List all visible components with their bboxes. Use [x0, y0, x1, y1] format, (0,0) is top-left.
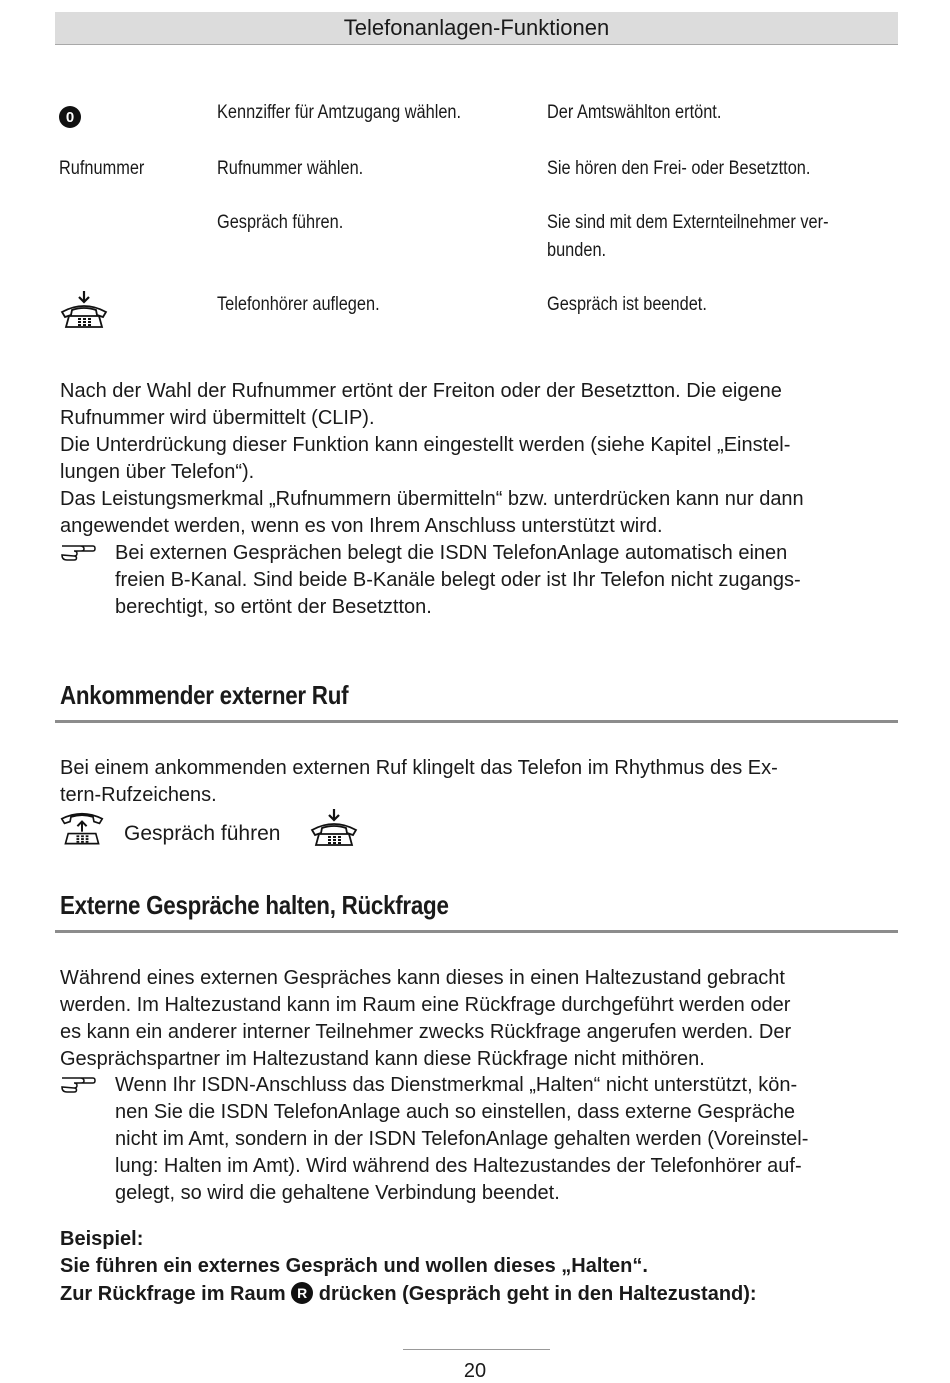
- step-left-label: Rufnummer: [59, 158, 145, 179]
- section-rule: [55, 930, 898, 933]
- text-line: Während eines externen Gespräches kann dieses in einen Haltezustand gebracht: [60, 967, 785, 989]
- step-action: Gespräch führen.: [217, 212, 344, 233]
- text-line: Bei externen Gesprächen belegt die ISDN TelefonAnlage automatisch einen: [115, 542, 788, 564]
- text-line: berechtigt, so ertönt der Besetztton.: [115, 596, 432, 618]
- key-0-icon: 0: [59, 106, 81, 128]
- text-line: Das Leistungsmerkmal „Rufnummern übermitteln“ bzw. unterdrücken kann nur dann: [60, 488, 804, 510]
- footer-rule: [403, 1349, 550, 1350]
- text-line: nen Sie die ISDN TelefonAnlage auch so einstellen, dass externe Gespräche: [115, 1101, 796, 1123]
- example-text: drücken (Gespräch geht in den Haltezustand):: [318, 1283, 757, 1305]
- page-header: [55, 12, 898, 45]
- text-line: gelegt, so wird die gehaltene Verbindung beendet.: [115, 1182, 560, 1204]
- step-result: Sie sind mit dem Externteilnehmer ver-: [547, 212, 829, 233]
- step-result: Der Amtswählton ertönt.: [547, 102, 722, 123]
- text-line: lungen über Telefon“).: [60, 461, 255, 483]
- text-line: Die Unterdrückung dieser Funktion kann eingestellt werden (siehe Kapitel „Einstel-: [60, 434, 791, 456]
- intro-paragraph: [60, 378, 900, 540]
- text-line: es kann ein anderer interner Teilnehmer zwecks Rückfrage angerufen werden. Der: [60, 1021, 792, 1043]
- section-title: Externe Gespräche halten, Rückfrage: [60, 890, 449, 920]
- text-line: Nach der Wahl der Rufnummer ertönt der Freiton oder der Besetztton. Die eigene: [60, 380, 782, 402]
- text-line: Gesprächspartner im Haltezustand kann diese Rückfrage nicht mithören.: [60, 1048, 705, 1070]
- section-paragraph: [60, 755, 900, 809]
- text-line: Rufnummer wird übermittelt (CLIP).: [60, 407, 375, 429]
- text-line: werden. Im Haltezustand kann im Raum eine Rückfrage durchgeführt werden oder: [60, 994, 791, 1016]
- text-line: lung: Halten im Amt). Wird während des Haltezustandes der Telefonhörer auf-: [115, 1155, 802, 1177]
- step-action: Telefonhörer auflegen.: [217, 294, 380, 315]
- text-line: angewendet werden, wenn es von Ihrem Anschluss unterstützt wird.: [60, 515, 663, 537]
- text-line: tern-Rufzeichens.: [60, 784, 217, 806]
- pointing-hand-icon: [60, 540, 96, 562]
- page-number: 20: [463, 1360, 487, 1382]
- step-result: Gespräch ist beendet.: [547, 294, 707, 315]
- example-line: [60, 1282, 757, 1306]
- section-title: Ankommender externer Ruf: [60, 680, 349, 710]
- step-result-cont: bunden.: [547, 240, 607, 261]
- step-result: Sie hören den Frei- oder Besetztton.: [547, 158, 811, 179]
- text-line: nicht im Amt, sondern in der ISDN TelefonAnlage gehalten werden (Voreinstel-: [115, 1128, 809, 1150]
- key-r-icon: R: [291, 1282, 313, 1304]
- text-line: Bei einem ankommenden externen Ruf klingelt das Telefon im Rhythmus des Ex-: [60, 757, 778, 779]
- text-line: Wenn Ihr ISDN-Anschluss das Dienstmerkmal „Halten“ nicht unterstützt, kön-: [115, 1074, 798, 1096]
- handset-hang-up-icon: [309, 808, 359, 848]
- section-paragraph: [60, 965, 900, 1073]
- step-action: Rufnummer wählen.: [217, 158, 364, 179]
- example-text: Zur Rückfrage im Raum: [60, 1283, 286, 1305]
- header-title: Telefonanlagen-Funktionen: [343, 15, 610, 40]
- note-text: [115, 540, 900, 621]
- pointing-hand-icon: [60, 1072, 96, 1094]
- handset-hang-up-icon: [59, 290, 109, 330]
- sequence-label: Gespräch führen: [124, 822, 281, 845]
- note-text: [115, 1072, 900, 1207]
- text-line: freien B-Kanal. Sind beide B-Kanäle belegt oder ist Ihr Telefon nicht zugangs-: [115, 569, 801, 591]
- section-rule: [55, 720, 898, 723]
- example-label: Beispiel:: [60, 1228, 144, 1250]
- example-line: Sie führen ein externes Gespräch und wollen dieses „Halten“.: [60, 1255, 648, 1277]
- note-block: [60, 540, 900, 621]
- handset-lift-icon: [59, 808, 105, 848]
- note-block: [60, 1072, 900, 1207]
- step-action: Kennziffer für Amtzugang wählen.: [217, 102, 462, 123]
